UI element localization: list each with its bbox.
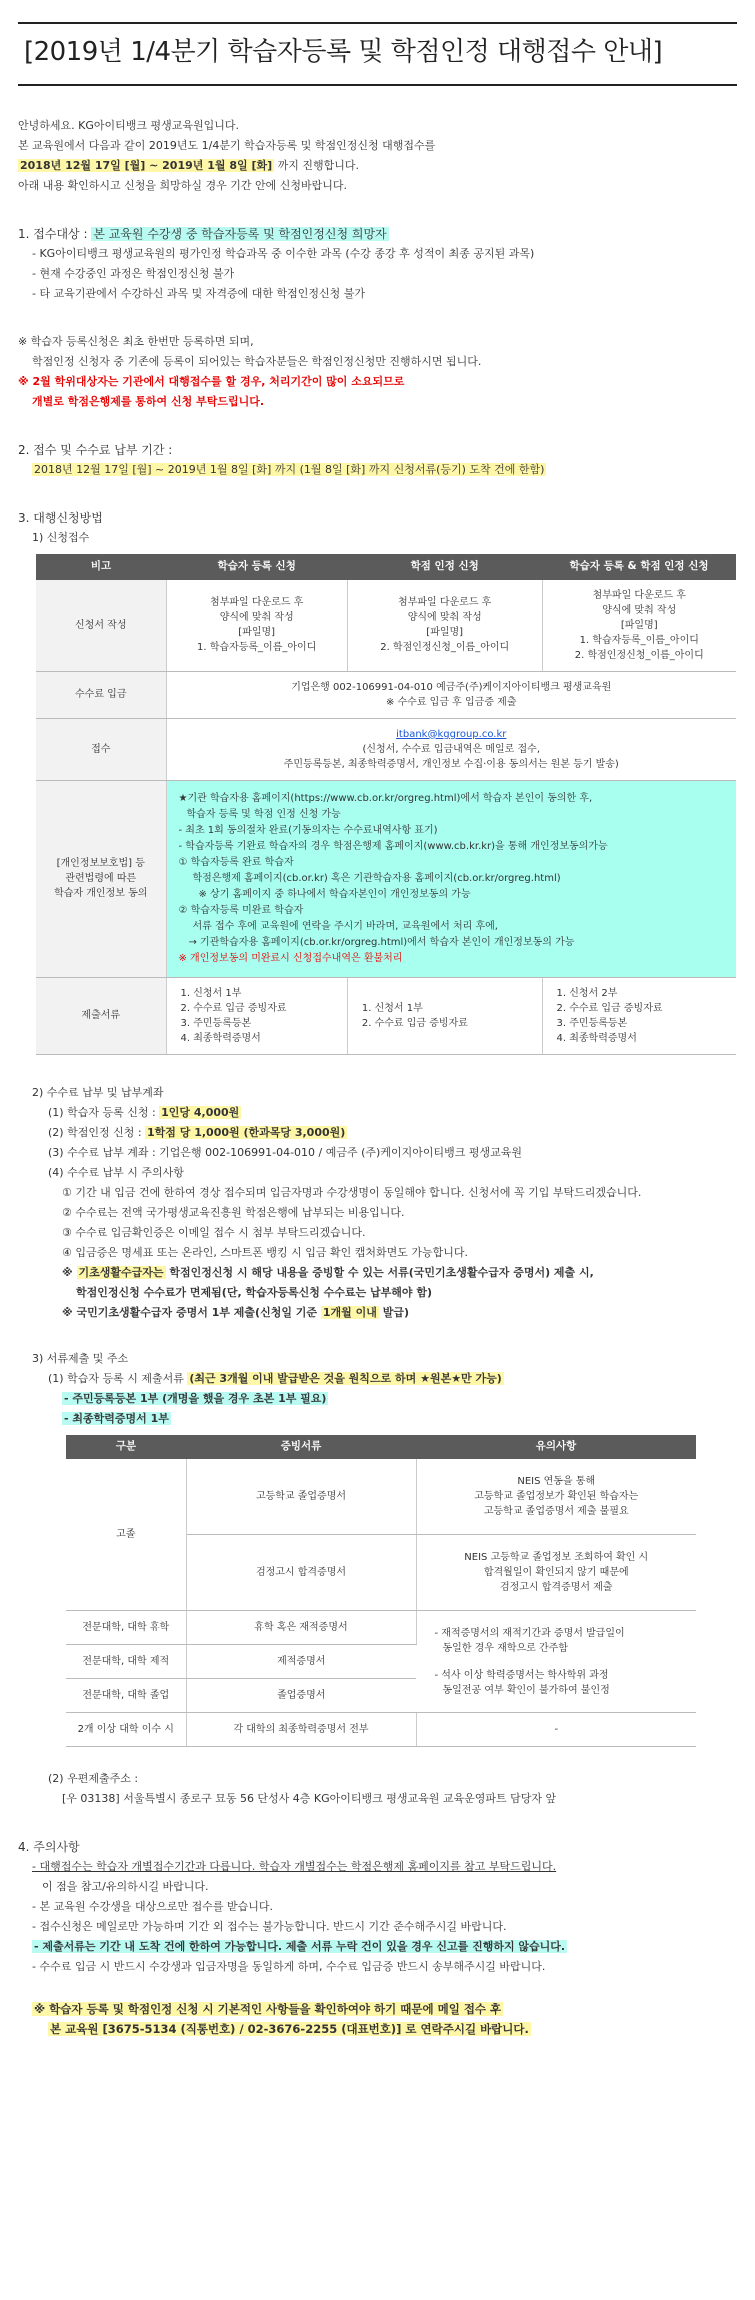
table-header-row bbox=[66, 1435, 696, 1459]
caution-item: - 수수료 입금 시 반드시 수강생과 입금자명을 동일하게 하며, 수수료 입금증 반드시 송부해주시길 바랍니다. bbox=[32, 1960, 546, 1974]
cell-line: 1. 학습자등록_이름_아이디 bbox=[579, 634, 699, 646]
document-requirement: - 최종학력증명서 1부 bbox=[64, 1411, 169, 1425]
cell-line: ※ 수수료 입금 후 입금증 제출 bbox=[385, 696, 517, 708]
fee-item bbox=[18, 1103, 737, 1123]
caution-item: 이 점을 참고/유의하시길 바랍니다. bbox=[42, 1880, 209, 1894]
table-header: 비고 bbox=[36, 554, 166, 580]
header bbox=[18, 22, 737, 86]
exemption-note bbox=[18, 1303, 737, 1323]
exemption-rest: 발급) bbox=[378, 1305, 409, 1319]
row-label: 2개 이상 대학 이수 시 bbox=[66, 1713, 186, 1747]
table-cell bbox=[542, 977, 736, 1054]
row-label: 수수료 입금 bbox=[36, 671, 166, 718]
documents-section bbox=[18, 1349, 737, 1810]
intro-line: 본 교육원에서 다음과 같이 2019년도 1/4분기 학습자등록 및 학점인정신청 대행접수를 bbox=[18, 138, 436, 152]
fee-item bbox=[18, 1123, 737, 1143]
section-title: 2. 접수 및 수수료 납부 기간 : bbox=[18, 442, 173, 457]
note-line: 학점인정 신청자 중 기존에 등록이 되어있는 학습자분들은 학점인정신청만 진행하시면 됩니다. bbox=[32, 354, 482, 368]
table-row bbox=[36, 780, 736, 977]
cell-line: (신청서, 수수료 입금내역은 메일로 접수, bbox=[362, 743, 541, 755]
exemption-note bbox=[18, 1263, 737, 1283]
fee-amount: 1학점 당 1,000원 (한과목당 3,000원) bbox=[147, 1125, 346, 1139]
documents-highlight: (최근 3개월 이내 발급받은 것을 원칙으로 하며 ★원본★만 가능) bbox=[189, 1371, 502, 1385]
cell-line: 2. 수수료 입금 증빙자료 bbox=[556, 1002, 663, 1014]
consent-box bbox=[166, 780, 736, 977]
refund-warning: ※ 개인정보동의 미완료시 신청접수내역은 환불처리 bbox=[178, 952, 403, 964]
table-header-row bbox=[36, 554, 736, 580]
consent-line: ② 학습자등록 미완료 학습자 bbox=[178, 904, 304, 916]
exemption-highlight: 1개월 이내 bbox=[322, 1305, 377, 1319]
table-row bbox=[66, 1611, 696, 1645]
cell-line: [파일명] bbox=[238, 627, 276, 639]
cell-line: 관련법령에 따른 bbox=[65, 873, 137, 885]
exemption-prefix: ※ 국민기초생활수급자 증명서 1부 제출(신청일 기준 bbox=[62, 1305, 321, 1319]
cell-line: [개인정보보호법] 등 bbox=[56, 858, 145, 870]
cell-line: NEIS 고등학교 졸업정보 조회하여 확인 시 bbox=[464, 1552, 649, 1564]
section-target bbox=[18, 224, 737, 304]
row-label bbox=[36, 780, 166, 977]
cell-line: 동일한 경우 재학으로 간주함 bbox=[442, 1642, 568, 1654]
fee-item: (4) 수수료 납부 시 주의사항 bbox=[48, 1165, 184, 1179]
fee-amount: 1인당 4,000원 bbox=[161, 1105, 240, 1119]
caution-item: - 접수신청은 메일로만 가능하며 기간 외 접수는 불가능합니다. 반드시 기간 준수해주시길 바랍니다. bbox=[32, 1920, 507, 1934]
cell-line: 1. 학습자등록_이름_아이디 bbox=[197, 642, 317, 654]
cell-line: 동일전공 여부 확인이 불가하여 불인정 bbox=[442, 1684, 610, 1696]
cell-line: 첨부파일 다운로드 후 bbox=[592, 589, 686, 601]
subsection-title: 2) 수수료 납부 및 납부계좌 bbox=[32, 1085, 164, 1099]
period-highlight: 2018년 12월 17일 [월] ~ 2019년 1월 8일 [화] bbox=[20, 158, 273, 172]
cell-line: 2. 학점인정신청_이름_아이디 bbox=[574, 649, 704, 661]
target-highlight: 본 교육원 수강생 중 학습자등록 및 학점인정신청 희망자 bbox=[93, 226, 387, 241]
intro-period-rest: 까지 진행합니다. bbox=[274, 158, 359, 172]
table-cell: 검정고시 합격증명서 bbox=[186, 1535, 416, 1611]
cell-line: 1. 신청서 1부 bbox=[361, 1002, 423, 1014]
cell-line: 주민등록등본, 최종학력증명서, 개인정보 수집·이용 동의서는 원본 등기 발송) bbox=[283, 758, 619, 770]
target-item: - KG아이티뱅크 평생교육원의 평가인정 학습과목 중 이수한 과목 (수강 종강 후 성적이 최종 공지된 과목) bbox=[32, 246, 535, 260]
consent-line: 학점은행제 홈페이지(cb.or.kr) 혹은 기관학습자용 홈페이지(cb.or.kr/orgreg.html) bbox=[192, 872, 561, 884]
bank-account: 기업은행 002-106991-04-010 예금주(주)케이지아이티뱅크 평생교육원 bbox=[291, 681, 612, 693]
table-cell bbox=[347, 977, 542, 1054]
section-method bbox=[18, 508, 737, 1810]
consent-line: ★기관 학습자용 홈페이지(https://www.cb.or.kr/orgreg.html)에서 학습자 본인이 동의한 후, bbox=[178, 792, 593, 804]
target-item: - 현재 수강중인 과정은 학점인정신청 불가 bbox=[32, 266, 235, 280]
fee-item-prefix: (1) 학습자 등록 신청 : bbox=[48, 1105, 160, 1119]
table-header: 유의사항 bbox=[416, 1435, 696, 1459]
fee-item: (3) 수수료 납부 계좌 : 기업은행 002-106991-04-010 / 예금주 (주)케이지아이티뱅크 평생교육원 bbox=[48, 1145, 522, 1159]
table-header: 학습자 등록 신청 bbox=[166, 554, 347, 580]
table-cell: 제적증명서 bbox=[186, 1645, 416, 1679]
table-row bbox=[36, 977, 736, 1054]
subsection-title: 3) 서류제출 및 주소 bbox=[32, 1351, 129, 1365]
exemption-prefix: ※ bbox=[62, 1265, 77, 1279]
fee-section bbox=[18, 1083, 737, 1323]
cell-line: 3. 주민등록등본 bbox=[556, 1017, 628, 1029]
address-label: (2) 우편제출주소 : bbox=[48, 1772, 139, 1786]
target-item: - 타 교육기관에서 수강하신 과목 및 자격증에 대한 학점인정신청 불가 bbox=[32, 286, 365, 300]
document-requirement: - 주민등록등본 1부 (개명을 했을 경우 초본 1부 필요) bbox=[64, 1391, 327, 1405]
cell-line: 양식에 맞춰 작성 bbox=[407, 612, 482, 624]
table-cell bbox=[416, 1459, 696, 1535]
table-header: 학점 인정 신청 bbox=[347, 554, 542, 580]
cell-line: NEIS 연동을 통해 bbox=[517, 1475, 596, 1487]
warning-line: ※ 2월 학위대상자는 기관에서 대행접수를 할 경우, 처리기간이 많이 소요되므로 bbox=[18, 374, 405, 388]
table-cell bbox=[416, 1535, 696, 1611]
consent-line: - 학습자등록 기완료 학습자의 경우 학점은행제 홈페이지(www.cb.kr.kr)을 통해 개인정보동의가능 bbox=[178, 840, 608, 852]
documents-prefix: (1) 학습자 등록 시 제출서류 bbox=[48, 1371, 188, 1385]
section-cautions bbox=[18, 1837, 737, 1977]
table-cell bbox=[166, 718, 736, 780]
deadline-caution: - 제출서류는 기간 내 도착 건에 한하여 가능합니다. 제출 서류 누락 건이 있을 경우 신고를 진행하지 않습니다. bbox=[34, 1940, 566, 1954]
table-row bbox=[36, 580, 736, 672]
cell-line: 학습자 개인정보 동의 bbox=[54, 888, 148, 900]
intro bbox=[18, 116, 737, 196]
contact-line: 본 교육원 [3675-5134 (직통번호) / 02-3676-2255 (대표번호)] 로 연락주시길 바랍니다. bbox=[50, 2022, 529, 2037]
table-row bbox=[36, 671, 736, 718]
caution-item: ② 수수료는 전액 국가평생교육진흥원 학점은행에 납부되는 비용입니다. bbox=[62, 1205, 405, 1219]
cell-line: 1. 신청서 1부 bbox=[180, 987, 242, 999]
section-title-prefix: 1. 접수대상 : bbox=[18, 226, 92, 241]
exemption-highlight: 기초생활수급자는 bbox=[78, 1265, 164, 1279]
cell-line: 2. 수수료 입금 증빙자료 bbox=[180, 1002, 287, 1014]
page-title: [2019년 1/4분기 학습자등록 및 학점인정 대행접수 안내] bbox=[24, 37, 663, 67]
documents-item bbox=[18, 1369, 737, 1389]
cell-line: 첨부파일 다운로드 후 bbox=[210, 597, 304, 609]
table-row bbox=[66, 1713, 696, 1747]
consent-line: - 최초 1회 동의절차 완료(기동의자는 수수료내역사항 표기) bbox=[178, 824, 438, 836]
row-label: 제출서류 bbox=[36, 977, 166, 1054]
section-title: 4. 주의사항 bbox=[18, 1840, 80, 1855]
cell-line: 양식에 맞춰 작성 bbox=[602, 604, 677, 616]
exemption-rest: 학점인정신청 시 해당 내용을 증빙할 수 있는 서류(국민기초생활수급자 증명서) 제출 시, bbox=[165, 1265, 594, 1279]
cell-line: 4. 최종학력증명서 bbox=[556, 1032, 637, 1044]
notes bbox=[18, 332, 737, 412]
table-cell: 졸업증명서 bbox=[186, 1679, 416, 1713]
cell-line: 첨부파일 다운로드 후 bbox=[398, 597, 492, 609]
caution-item: - 본 교육원 수강생을 대상으로만 접수를 받습니다. bbox=[32, 1900, 273, 1914]
table-cell bbox=[166, 580, 347, 672]
period-text: 2018년 12월 17일 [월] ~ 2019년 1월 8일 [화] 까지 (1월 8일 [화] 까지 신청서류(등기) 도착 건에 한함) bbox=[34, 462, 545, 476]
consent-line: ① 학습자등록 완료 학습자 bbox=[178, 856, 294, 868]
cell-line: [파일명] bbox=[426, 627, 464, 639]
table-header: 학습자 등록 & 학점 인정 신청 bbox=[542, 554, 736, 580]
cell-line: 합격월일이 확인되지 않기 때문에 bbox=[483, 1567, 629, 1579]
section-title: 3. 대행신청방법 bbox=[18, 510, 103, 525]
consent-line: ※ 상기 홈페이지 중 하나에서 학습자본인이 개인정보동의 가능 bbox=[198, 888, 471, 900]
table-cell bbox=[166, 977, 347, 1054]
cell-line: 고등학교 졸업증명서 제출 불필요 bbox=[483, 1505, 629, 1517]
cell-line: - 석사 이상 학력증명서는 학사학위 과정 bbox=[434, 1669, 609, 1681]
cell-line: 양식에 맞춰 작성 bbox=[219, 612, 294, 624]
email-link[interactable]: itbank@kggroup.co.kr bbox=[396, 728, 507, 740]
intro-line: 아래 내용 확인하시고 신청을 희망하실 경우 기간 안에 신청바랍니다. bbox=[18, 178, 347, 192]
table-cell bbox=[166, 671, 736, 718]
table-row bbox=[36, 718, 736, 780]
row-label: 전문대학, 대학 제적 bbox=[66, 1645, 186, 1679]
cell-line: 검정고시 합격증명서 제출 bbox=[499, 1582, 613, 1594]
consent-line: 서류 접수 후에 교육원에 연락을 주시기 바라며, 교육원에서 처리 후에, bbox=[192, 920, 498, 932]
cell-line: - 재적증명서의 재적기간과 증명서 발급일이 bbox=[434, 1627, 625, 1639]
caution-item: ④ 입금증은 명세표 또는 온라인, 스마트폰 뱅킹 시 입금 확인 캡처화면도 가능합니다. bbox=[62, 1245, 468, 1259]
table-cell: 각 대학의 최종학력증명서 전부 bbox=[186, 1713, 416, 1747]
row-label: 신청서 작성 bbox=[36, 580, 166, 672]
table-cell: 고등학교 졸업증명서 bbox=[186, 1459, 416, 1535]
intro-period bbox=[18, 156, 737, 176]
row-label: 고졸 bbox=[66, 1459, 186, 1611]
cell-line: 2. 수수료 입금 증빙자료 bbox=[361, 1017, 468, 1029]
table-header: 증빙서류 bbox=[186, 1435, 416, 1459]
warning-line: 개별로 학점은행제를 통하여 신청 부탁드립니다. bbox=[32, 394, 265, 408]
note-line: ※ 학습자 등록신청은 최초 한번만 등록하면 되며, bbox=[18, 334, 254, 348]
documents-table bbox=[66, 1435, 696, 1748]
row-label: 접수 bbox=[36, 718, 166, 780]
section-title bbox=[18, 224, 737, 244]
fee-item-prefix: (2) 학점인정 신청 : bbox=[48, 1125, 146, 1139]
contact-note bbox=[18, 1999, 737, 2039]
table-cell bbox=[542, 580, 736, 672]
section-period bbox=[18, 440, 737, 480]
cell-line: 4. 최종학력증명서 bbox=[180, 1032, 261, 1044]
contact-line: ※ 학습자 등록 및 학점인정 신청 시 기본적인 사항들을 확인하여야 하기 때문에 메일 접수 후 bbox=[34, 2002, 502, 2017]
table-row bbox=[66, 1459, 696, 1535]
row-label: 전문대학, 대학 졸업 bbox=[66, 1679, 186, 1713]
cell-line: 3. 주민등록등본 bbox=[180, 1017, 252, 1029]
consent-line: → 기관학습자용 홈페이지(cb.or.kr/orgreg.html)에서 학습자 본인이 개인정보동의 가능 bbox=[188, 936, 575, 948]
cell-line: 1. 신청서 2부 bbox=[556, 987, 618, 999]
consent-line: 학습자 등록 및 학점 인정 신청 가능 bbox=[186, 808, 341, 820]
cell-line: 2. 학점인정신청_이름_아이디 bbox=[380, 642, 510, 654]
application-table bbox=[36, 554, 736, 1055]
table-cell bbox=[347, 580, 542, 672]
subsection-title: 1) 신청접수 bbox=[32, 530, 90, 544]
row-label: 전문대학, 대학 휴학 bbox=[66, 1611, 186, 1645]
table-header: 구분 bbox=[66, 1435, 186, 1459]
cell-line: 고등학교 졸업정보가 확인된 학습자는 bbox=[474, 1490, 639, 1502]
cell-line: [파일명] bbox=[620, 619, 658, 631]
intro-line: 안녕하세요. KG아이티뱅크 평생교육원입니다. bbox=[18, 118, 239, 132]
mailing-address: [우 03138] 서울특별시 종로구 묘동 56 단성사 4층 KG아이티뱅크 평생교육원 교육운영파트 담당자 앞 bbox=[62, 1792, 557, 1806]
table-cell: 휴학 혹은 재적증명서 bbox=[186, 1611, 416, 1645]
caution-item: ③ 수수료 입금확인증은 이메일 접수 시 첨부 부탁드리겠습니다. bbox=[62, 1225, 366, 1239]
caution-item: ① 기간 내 입금 건에 한하여 경상 접수되며 입금자명과 수강생명이 동일해야 합니다. 신청서에 꼭 기입 부탁드리겠습니다. bbox=[62, 1185, 642, 1199]
table-cell bbox=[416, 1611, 696, 1713]
table-cell: - bbox=[416, 1713, 696, 1747]
exemption-note: 학점인정신청 수수료가 면제됨(단, 학습자등록신청 수수료는 납부해야 함) bbox=[76, 1285, 432, 1299]
caution-item: - 대행접수는 학습자 개별접수기간과 다릅니다. 학습자 개별접수는 학점은행제 홈페이지를 참고 부탁드립니다. bbox=[32, 1860, 557, 1874]
